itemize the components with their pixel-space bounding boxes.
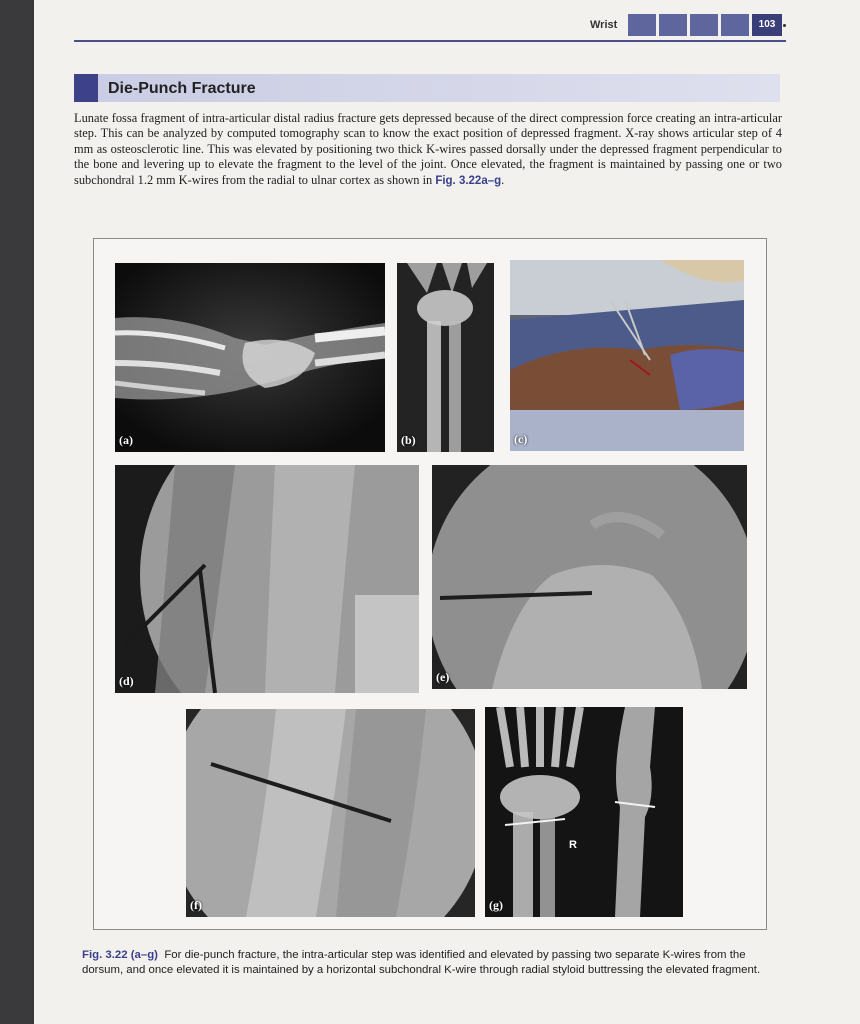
side-marker: R — [569, 839, 577, 851]
section-title-marker — [74, 74, 98, 102]
body-paragraph — [74, 111, 782, 189]
figure-reference-link[interactable]: Fig. 3.22a–g — [435, 174, 502, 187]
fluoroscopy-two-kwires-image — [115, 465, 419, 693]
figure-caption-label: Fig. 3.22 (a–g) — [82, 949, 158, 961]
body-text: Lunate fossa fragment of intra-articular distal radius fracture gets depressed because of the direct compression force creating an intra-articular step. This can be analyzed by computed tomography scan to know the exact position of depressed fragment. X-ray shows articular step of 4 mm as osteosclerotic line. This was elevated by positioning two thick K-wires passed dorsally under the depressed fragment perpendicular to the bone and levering up to elevate the fragment to the level of the joint. Once elevated, the fragment is maintained by passing one or two subchondral 1.2 mm K-wires from the radial to ulnar cortex as shown in — [74, 111, 782, 187]
xray-postoperative-ap-lateral-image — [485, 707, 683, 917]
panel-label-f: (f) — [190, 898, 202, 912]
figure-panel-a — [115, 263, 385, 452]
panel-label-a: (a) — [119, 433, 133, 447]
figure-panel-d — [115, 465, 419, 693]
figure-caption — [82, 948, 788, 978]
panel-label-e: (e) — [436, 670, 450, 684]
xray-lateral-wrist-image — [115, 263, 385, 452]
header-tab-block — [721, 14, 749, 36]
figure-panel-b — [397, 263, 494, 452]
body-text-end: . — [501, 172, 505, 187]
panel-label-g: (g) — [489, 898, 503, 912]
running-header-section: Wrist — [590, 19, 618, 31]
fluoroscopy-subchondral-kwire-image — [186, 709, 475, 917]
fluoroscopy-horizontal-kwire-image — [432, 465, 747, 689]
header-rule — [74, 40, 786, 42]
header-tab-block — [628, 14, 656, 36]
xray-ap-forearm-image — [397, 263, 494, 452]
header-dot — [783, 24, 786, 27]
figure-panel-e — [432, 465, 747, 689]
figure-panel-f — [186, 709, 475, 917]
page-number: 103 — [752, 14, 782, 36]
section-title: Die-Punch Fracture — [108, 80, 256, 97]
panel-label-c: (c) — [514, 432, 528, 446]
panel-label-b: (b) — [401, 433, 416, 447]
figure-panel-c — [510, 260, 744, 451]
figure-caption-text: For die-punch fracture, the intra-articular step was identified and elevated by passing two separate K-wires from the dorsum, and once elevated it is maintained by a horizontal subchondral K-wire through radial styloid buttressing the elevated fragment. — [82, 949, 761, 976]
panel-label-d: (d) — [119, 674, 134, 688]
figure-panel-g — [485, 707, 683, 917]
header-tab-block — [659, 14, 687, 36]
intraoperative-photo-image — [510, 260, 744, 451]
header-tab-block — [690, 14, 718, 36]
